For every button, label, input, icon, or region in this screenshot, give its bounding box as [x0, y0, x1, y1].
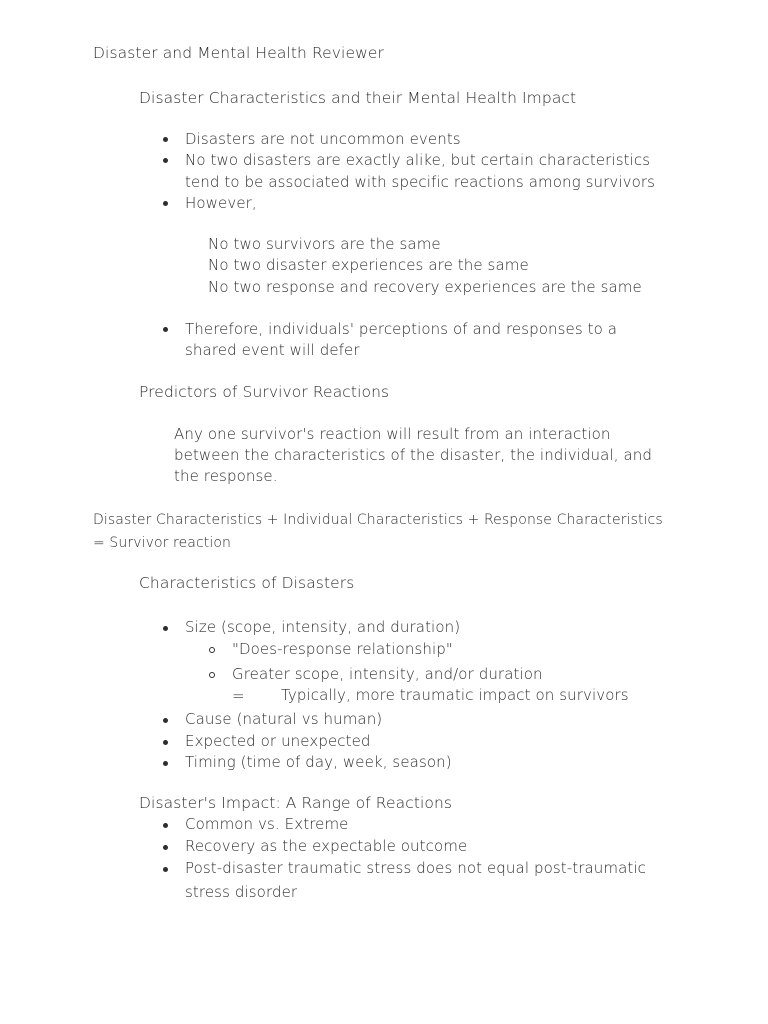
sub-line: No two survivors are the same: [208, 235, 441, 253]
paragraph-line: between the characteristics of the disaster, the individual, and: [174, 446, 652, 464]
sub-list-item: Greater scope, intensity, and/or duration: [232, 665, 543, 683]
list-item: Post-disaster traumatic stress does not equal post-traumatic: [185, 859, 647, 877]
bullet-dot: [163, 137, 168, 142]
bullet-dot: [163, 626, 168, 631]
list-item: Common vs. Extreme: [185, 815, 349, 833]
equals-sign: =: [232, 687, 245, 705]
list-item-continuation: stress disorder: [185, 883, 298, 901]
paragraph-line: the response.: [174, 467, 278, 485]
section-heading-characteristics-of-disasters: Characteristics of Disasters: [139, 574, 355, 592]
sub-line: No two response and recovery experiences are the same: [208, 278, 642, 296]
sub-line: No two disaster experiences are the same: [208, 256, 529, 274]
list-item-continuation: tend to be associated with specific reactions among survivors: [185, 173, 656, 191]
list-item: Therefore, individuals' perceptions of and responses to a: [185, 320, 618, 338]
bullet-dot: [163, 740, 168, 745]
sub-list-item: "Does-response relationship": [232, 640, 453, 658]
bullet-dot: [163, 823, 168, 828]
bullet-dot: [163, 718, 168, 723]
section-heading-disasters-impact: Disaster's Impact: A Range of Reactions: [139, 794, 453, 812]
bullet-dot: [163, 845, 168, 850]
section-heading-disaster-characteristics: Disaster Characteristics and their Mental Health Impact: [139, 89, 577, 107]
list-item: Recovery as the expectable outcome: [185, 837, 468, 855]
section-heading-predictors: Predictors of Survivor Reactions: [139, 383, 390, 401]
circle-bullet: [209, 672, 215, 678]
paragraph-line: Any one survivor's reaction will result from an interaction: [174, 425, 611, 443]
bullet-dot: [163, 158, 168, 163]
list-item: Expected or unexpected: [185, 732, 371, 750]
bullet-dot: [163, 327, 168, 332]
list-item: Disasters are not uncommon events: [185, 130, 461, 148]
bullet-dot: [163, 761, 168, 766]
list-item: No two disasters are exactly alike, but certain characteristics: [185, 151, 651, 169]
list-item: However,: [185, 194, 257, 212]
list-item: Cause (natural vs human): [185, 710, 383, 728]
bullet-dot: [163, 201, 168, 206]
list-item: Timing (time of day, week, season): [185, 753, 452, 771]
list-item-continuation: shared event will defer: [185, 341, 360, 359]
document-title: Disaster and Mental Health Reviewer: [93, 44, 384, 62]
equation-line: Disaster Characteristics + Individual Characteristics + Response Characteristics: [93, 512, 663, 528]
circle-bullet: [209, 647, 215, 653]
list-item: Size (scope, intensity, and duration): [185, 618, 461, 636]
bullet-dot: [163, 867, 168, 872]
sub-list-item: Typically, more traumatic impact on survivors: [281, 686, 629, 704]
equation-line: = Survivor reaction: [93, 535, 231, 551]
